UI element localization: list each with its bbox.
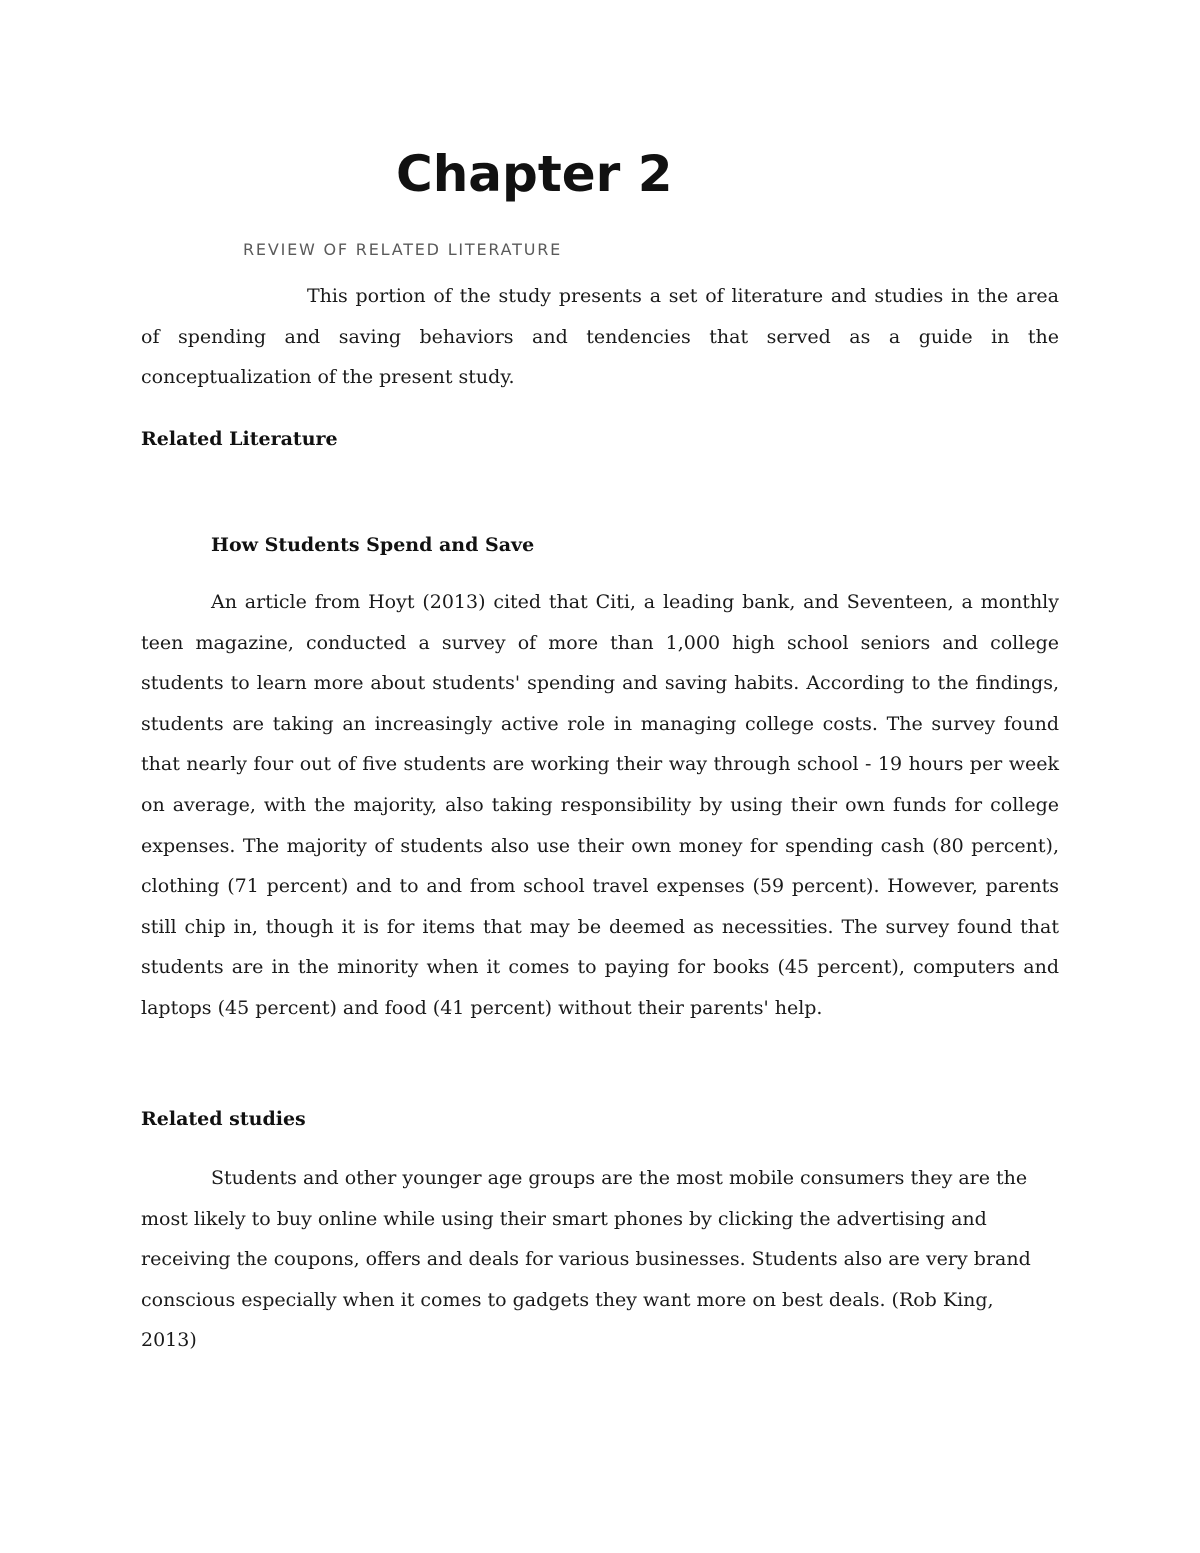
chapter-title: Chapter 2: [396, 145, 673, 203]
how-students-spend-save-subheading: How Students Spend and Save: [211, 534, 535, 556]
section-label: REVIEW OF RELATED LITERATURE: [243, 240, 563, 259]
intro-paragraph: This portion of the study presents a set of literature and studies in the area of spending and saving behaviors and tendencies that served as a guide in the conceptualization of the present study.: [141, 285, 1059, 389]
related-studies-paragraph: Students and other younger age groups are the most mobile consumers they are the most likely to buy online while using their smart phones by clicking the advertising and receiving the coupons, offers and deals for various businesses. Students also are very brand conscious especially when it comes to gadgets they want more on best deals. (Rob King, 2013): [141, 1167, 1031, 1352]
related-studies-heading: Related studies: [141, 1108, 306, 1130]
related-literature-paragraph: An article from Hoyt (2013) cited that Citi, a leading bank, and Seventeen, a monthly teen magazine, conducted a survey of more than 1,000 high school seniors and college students to learn more about students' spending and saving habits. According to the findings, students are taking an increasingly active role in managing college costs. The survey found that nearly four out of five students are working their way through school - 19 hours per week on average, with the majority, also taking responsibility by using their own funds for college expenses. The majority of students also use their own money for spending cash (80 percent), clothing (71 percent) and to and from school travel expenses (59 percent). However, parents still chip in, though it is for items that may be deemed as necessities. The survey found that students are in the minority when it comes to paying for books (45 percent), computers and laptops (45 percent) and food (41 percent) without their parents' help.: [141, 591, 1059, 1019]
related-literature-heading: Related Literature: [141, 428, 338, 450]
